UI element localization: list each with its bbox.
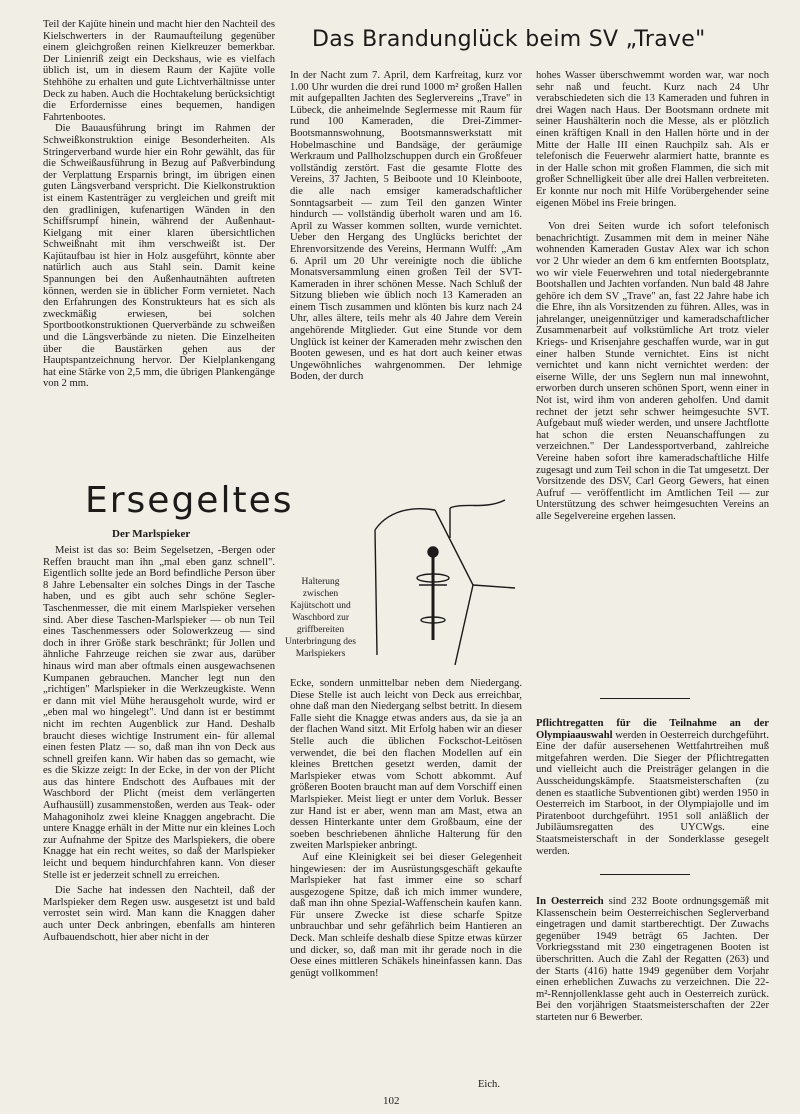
column3-text [536,70,769,688]
olympia-lead: Pflichtregatten für die Teilnahme an der Olympiaauswahl [536,718,769,741]
column2-paragraph-2: Ecke, sondern unmittelbar neben dem Niedergang. Diese Stelle ist auch leicht von Deck aus erreichbar, ohne daß man den Niedergang selbst betritt. In diesem Falle sieht die Knagge etwas anders aus, da sie ja an der flachen Wand sitzt. Mit Erfolg haben wir an dieser Stelle auch die üblichen Fockschot-Leitösen verwendet, die bei den flachen Modellen auf ein kleines Brettchen gesetzt werden, damit der Marlspieker etwas vom Schott abkommt. Auf größeren Booten braucht man auf dem Vorschiff einen Marlspieker. Meist liegt er unter dem Vorluk. Besser zur Hand ist er aber, wenn man am Mast, etwa an dessen Hinterkante unter dem Großbaum, eine der soeben beschriebenen ähnliche Halterung für den zweiten Marlspieker anbringt. [290,678,522,852]
column2-bottom-text [290,678,522,1088]
column3-paragraph-2: Von drei Seiten wurde ich sofort telefonisch benachrichtigt. Zusammen mit dem in meiner Nähe wohnenden Kameraden Gustav Alex war ich schon vor 2 Uhr wieder an dem 6 km entfernten Bootsplatz, wo wir viele Feuerwehren und total niedergebrannte Bootshallen und Jachten vorfanden. Nun bald 48 Jahre gehöre ich dem SV „Trave" an, fast 22 Jahre habe ich die Ehre, ihn als Vorsitzenden zu führen. Alles, was in jahrelanger, uneigennütziger und kameradschaftlicher Zusammenarbeit auf volkstümliche Art trotz vieler Kriegs- und Krisenjahre geschaffen wurde, war in gut einer halben Stunde vernichtet. Eins ist nicht vernichtet und kann nicht vernichtet werden: der eiserne Wille, der uns Seglern nun mal innewohnt, erworben durch unseren schönen Sport, wenn einer in Not ist, wird ihm von anderen geholfen. Und damit rechnet der jetzt sehr schwer heimgesuchte SVT. Aufgebaut muß wieder werden, und unsere Jachtflotte hat schon die ersten Neuanschaffungen zu verzeichnen." Der Landessportverband, zahlreiche Vereine haben sofort ihre kameradschaftliche Hilfe zugesagt und zum Teil schon in die Tat umgesetzt. Der Vorsitzende des DSV, Carl Georg Gewers, hat einen Aufruf — veröffentlicht im Amtlichen Teil — zur Unterstützung des schwer heimgesuchten Vereins an alle Segelvereine ergehen lassen. [536,221,769,522]
sketch-lines [375,500,515,665]
column1-text [43,19,275,471]
austria-body: sind 232 Boote ordnungsgemäß mit Klassenschein beim Oesterreichischen Seglerverband eingetragen und damit startberechtigt. Der Zuwachs gegenüber 1949 beträgt 65 Jachten. Der Vorkriegsstand mit 230 eingetragenen Booten ist überschritten. Auch die Zahl der Regatten (263) und der Starts (416) hatte 1949 gegenüber dem Vorjahr einen erheblichen Zuwachs zu verzeichnen. Die 22-m²-Rennjollenklasse geht auch in Oesterreich zurück. Bei den vorjährigen Staatsmeisterschaften der 22er starteten nur 6 Bewerber. [536,896,769,1023]
column3-separator [600,698,690,699]
marlspieker-paragraph-2: Die Sache hat indessen den Nachteil, daß der Marlspieker dem Regen usw. ausgesetzt ist und bald verrostet sein wird. Man kann die Knaggen daher auch unter Deck anbringen, ebenfalls am hinteren Aufbauendschott, hier aber nicht in der [43,885,275,943]
column1-paragraph-1: Teil der Kajüte hinein und macht hier den Nachteil des Kielschwerters in der Raumaufteilung gegenüber einem gleichgroßen reinen Kielkreuzer bemerkbar. Der Linienriß zeigt ein Deckshaus, wie es vielfach üblich ist, um in diesem Raum der Kajüte volle Stehhöhe zu erhalten und gute Lichtverhältnisse unter Deck zu haben. Auch die Hochtakelung berücksichtigt die Erfordernisse eines bequemen, handigen Fahrtenbootes. [43,19,275,123]
column2-paragraph-1: In der Nacht zum 7. April, dem Karfreitag, kurz vor 1.00 Uhr wurden die drei rund 1000 m² großen Hallen mit aufgepallten Jachten des Seglervereins „Trave" in Lübeck, die anheimelnde Seglermesse mit Raum für rund 100 Kameraden, die Drei-Zimmer-Bootsmannswohnung, Bootsmannswerkstatt mit Hobelmaschine und Bandsäge, der geräumige Werkraum und Pallholzschuppen durch ein Großfeuer vollständig zerstört. Fast die gesamte Flotte des Vereins, 37 Jachten, 5 Beiboote und 10 Kleinboote, die alle nach emsiger kameradschaftlicher Sonntagsarbeit — zum Teil den ganzen Winter hindurch — vollständig überholt waren und am 16. April zu Wasser kommen sollten, wurde vernichtet. Ueber den Hergang des Unglücks berichtet der Ehrenvorsitzende des Vereins, Hermann Wulff: „Am 6. April um 20 Uhr vereinigte noch die übliche Monatsversammlung einen großen Teil der SVT-Kameraden in ihrer schönen Messe. Nach Schluß der Sitzung blieben wie üblich noch 13 Kameraden an einem Tisch zusammen und klönten bis kurz nach 24 Uhr, alles ältere, teils mehr als 40 Jahre dem Verein angehörende Mitglieder. Gut eine Stunde vor dem Unglück ist keiner der Kameraden mehr zwischen den Booten gewesen, und es hat dort auch keiner etwas Ungewöhnliches wahrgenommen. Der lehmige Boden, der durch [290,70,522,383]
column2-paragraph-3: Auf eine Kleinigkeit sei bei dieser Gelegenheit hingewiesen: der im Ausrüstungsgeschäft gekaufte Marlspieker hat fast immer eine so scharf ausgezogene Spitze, daß ich mich immer wundere, daß man ihn ohne Spezial-Waffenschein kaufen kann. Für unsere Zwecke ist diese scharfe Spitze unbrauchbar und sehr gefährlich beim Hantieren an Deck. Man schleife deshalb diese Spitze etwas kürzer und dicker, so, daß man mit ihr gerade noch in die Oese eines mittleren Schäkels hineinfassen kann. Das genügt vollkommen! [290,851,522,979]
olympia-paragraph [536,718,769,857]
marlspieker-text [43,545,275,1095]
olympia-separator [600,874,690,875]
column1-paragraph-2: Die Bauausführung bringt im Rahmen der Schweißkonstruktion einige Besonderheiten. Als Stringerverband wurde hier ein Rohr gewählt, das für die Schweißausführung in Bezug auf Paßverbindung der Verplattung Ersparnis bringt, im übrigen einen guten Längsverband verspricht. Die Kielkonstruktion ist einem Kastenträger zu vergleichen und greift mit den gradlinigen, kufenartigen Wänden in den Schiffsrumpf hinein, während der Außenhaut-Kielgang mit einer klaren übersichtlichen Schweißnaht mit ihm verschweißt ist. Der Kajütaufbau ist hier in Holz ausgeführt, könnte aber natürlich auch aus Stahl sein. Damit keine Spannungen bei den Außenhautnähten auftreten können, werden sie in üblicher Form vernietet. Nach den Erfahrungen des Konstrukteurs hat es sich als zweckmäßig erwiesen, bei solchen Sportbootkonstruktionen Querverbände zu schweißen und die Längsverbände zu nieten. Die Einzelheiten über die Baustärken gehen aus der Hauptspantzeichnung hervor. Der Kielplankengang hat eine Stärke von 2,5 mm, die übrigen Plankengänge von 2 mm. [43,123,275,390]
signature: Eich. [477,1079,500,1090]
column3-paragraph-1: hohes Wasser überschwemmt worden war, war noch sehr naß und feucht. Kurz nach 24 Uhr verabschiedeten sich die 13 Kameraden und fuhren in drei Wagen nach Haus. Der Bootsmann ordnete mit seiner Haushälterin noch die Messe, als er plötzlich einen kräftigen Knall in den Hallen hörte und in der Mitte der Halle III einen Rauchpilz sah. Als er telefonisch die Feuerwehr alarmiert hatte, brannte es in der Halle schon mit großen Flammen, die sich mit großer Schnelligkeit über alle drei Hallen verbreiteten. Er konnte nur noch mit Hilfe Vorübergehender seine eigenen Möbel ins Freie bringen. [536,70,769,209]
olympia-text [536,718,769,908]
olympia-body: werden in Oesterreich durchgeführt. Eine der dafür ausersehenen Wettfahrtreihen muß mitgefahren werden. Die Sieger der Pflichtregatten und vielleicht auch die Preisträger gelangen in die Ausscheidungskämpfe. Staatsmeisterschaften (zu denen es staatliche Subventionen gibt) werden 1950 in Oesterreich im Starboot, in der Olympiajolle und im Piratenboot durchgeführt. 1951 soll anläßlich der Jubiläumsregatten des UYCWgs. eine Staatsmeisterschaft in der Sonderklasse gesegelt werden. [536,729,769,857]
section-title-ersegeltes: Ersegeltes [85,480,294,521]
austria-paragraph [536,896,769,1024]
sketch-caption: Halterung zwischen Kajütschott und Waschbord zur griffbereiten Unterbringung des Marlspiekers [285,577,356,659]
austria-text [536,896,769,1096]
marlspieker-paragraph-1: Meist ist das so: Beim Segelsetzen, -Bergen oder Reffen braucht man ihn „mal eben ganz schnell". Eigentlich sollte jede an Bord befindliche Person über 8 Jahre Lebensalter ein solches Dings in der Tasche haben, und es gibt auch sehr schöne Segler-Taschenmesser, die mit einem Marlspieker versehen sind. Aber diese Taschen-Marlspieker — ob nun Teil eines Taschenmessers oder Solowerkzeug — sind doch in ihrer Größe stark beschränkt; für Jollen und ähnliche Fahrzeuge reichen sie zwar aus, darüber hinaus wird man aber oftmals einen ausgewachsenen Kumpanen gebrauchen. Mancher legt nun den „richtigen" Marlspieker in die Werkzeugkiste. Wenn er dann mit viel Mühe herausgeholt wurde, wird er „eben mal wo hingelegt". Und dann ist er bestimmt nicht im rechten Augenblick zur Hand. Deshalb braucht dieses wichtige Instrument ein- für allemal einen festen Platz — so, daß man ihn von Deck aus schnell greifen kann. Wir haben das so gemacht, wie es die Skizze zeigt: In der Ecke, in der von der Plicht aus das hintere Endschott des Aufbaues mit der Waschbord der Plicht (meist dem verlängerten Aufhausüll) zusammenstoßen, werden aus Teak- oder Mahagoniholz zwei kleine Knaggen angebracht. Die untere Knagge erhält in der Mitte nur ein kleines Loch zur Aufnahme der Spitze des Marlspiekers, die obere Knagge hat ein recht weites, so daß der Marlspieker leicht und bequem hindurchfahren kann. Von dieser Stelle ist er jederzeit schnell zu erreichen. [43,545,275,881]
page-number: 102 [383,1095,400,1107]
marlspieker-holder-sketch [355,490,525,665]
column2-text [290,70,522,475]
marlspieker-subhead: Der Marlspieker [112,528,191,540]
austria-lead: In Oesterreich [536,896,604,907]
headline-brandunglueck: Das Brandunglück beim SV „Trave" [312,27,706,52]
